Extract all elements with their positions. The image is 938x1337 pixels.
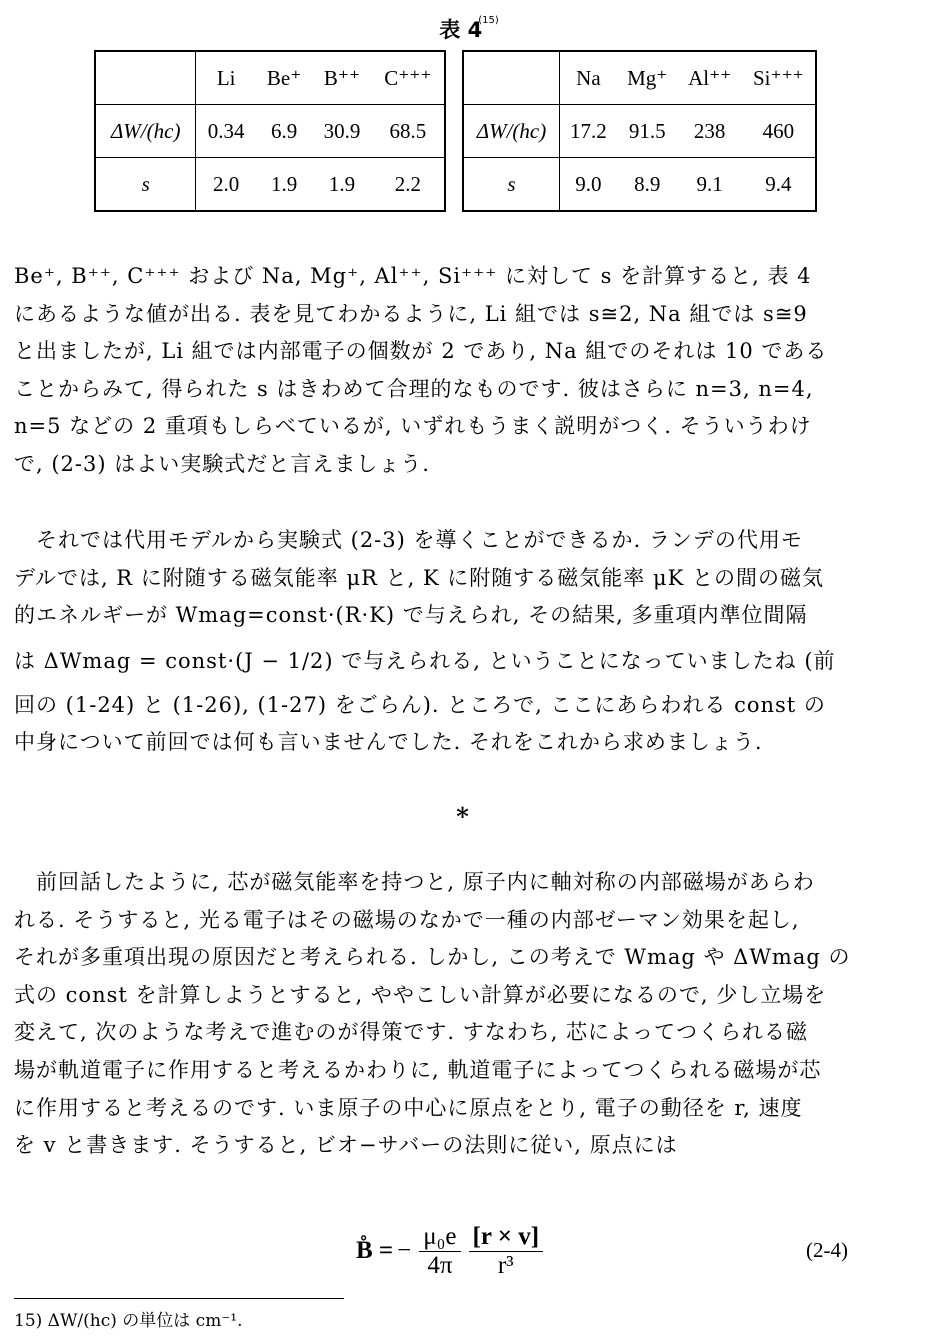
text-line: 式の const を計算しようとすると, ややこしい計算が必要になるので, 少し立場を [14,982,827,1007]
text-line: 回の (1-24) と (1-26), (1-27) をごらん). ところで, ここにあらわれる const の [14,692,826,717]
text-line: それでは代用モデルから実験式 (2-3) を導くことができるか. ランデの代用モ [14,528,803,552]
corner-cell [463,51,560,105]
corner-cell [95,51,196,105]
text-line: れる. そうすると, 光る電子はその磁場のなかで一種の内部ゼーマン効果を起し, [14,907,800,932]
footnote-rule [14,1298,344,1299]
data-cell: 1.9 [270,171,298,196]
fraction-numerator: [r × v] [469,1223,544,1252]
header-cell: Si⁺⁺⁺ [742,51,816,105]
data-cell: 9.4 [765,171,792,196]
text-line: 的エネルギーが Wmag=const·(R·K) で与えられ, その結果, 多重項内準位間隔 [14,603,808,628]
text-line: 変えて, 次のような考えで進むのが得策です. すなわち, 芯によってつくられる磁 [14,1020,809,1045]
text-line: で, (2-3) はよい実験式だと言えましょう. [14,451,430,476]
fraction-numerator: μ₀e [419,1223,460,1252]
caption-text: 表 4 [439,18,483,42]
row-label: ΔW/(hc) [95,105,196,158]
fraction-coefficient [419,1223,460,1280]
text-line: デルでは, R に附随する磁気能率 μR と, K に附随する磁気能率 μK との間の磁気 [14,565,824,590]
data-cell: 9.1 [696,171,723,196]
paragraph-3 [14,864,926,1165]
row-label: s [463,158,560,212]
equation-number: (2-4) [806,1238,848,1262]
text-line: に作用すると考えるのです. いま原子の中心に原点をとり, 電子の動径を r, 速度 [14,1095,803,1120]
data-cell: 0.34 [196,105,256,158]
header-cell: B⁺⁺ [312,51,371,105]
header-cell: Na [560,51,617,105]
text-line: と出ましたが, Li 組では内部電子の個数が 2 であり, Na 組でのそれは 10 である [14,339,828,364]
text-line: 場が軌道電子に作用すると考えるかわりに, 軌道電子によってつくられる磁場が芯 [14,1057,822,1082]
table-na-group [462,50,817,212]
fraction-vector [469,1223,544,1280]
row-label: s [95,158,196,212]
data-cell: 2.2 [394,171,421,196]
caption-ref: (15) [478,15,499,26]
data-cell: 30.9 [312,105,371,158]
data-cell: 91.5 [617,105,678,158]
footnote: 15) ΔW/(hc) の単位は cm⁻¹. [14,1311,243,1331]
data-cell: 6.9 [256,105,312,158]
data-cell: 8.9 [634,171,661,196]
text-line: ことからみて, 得られた s はきわめて合理的なものです. 彼はさらに n=3, n=4, [14,376,814,401]
table-caption [0,14,938,44]
text-line: Be⁺, B⁺⁺, C⁺⁺⁺ および Na, Mg⁺, Al⁺⁺, Si⁺⁺⁺ に対して s を計算すると, 表 4 [14,264,812,288]
data-cell: 9.0 [575,171,602,196]
table-li-group [94,50,446,212]
fraction-denominator: r³ [497,1251,514,1279]
equation-2-4 [356,1220,547,1282]
equation-lhs: B̊ = [356,1237,394,1264]
text-line: 中身について前回では何も言いませんでした. それをこれから求めましょう. [14,730,763,755]
text-line: を v と書きます. そうすると, ビオ−サバーの法則に従い, 原点には [14,1133,678,1158]
row-label: ΔW/(hc) [463,105,560,158]
section-separator: * [456,802,469,831]
data-cell: 68.5 [372,105,445,158]
data-cell: 2.0 [213,171,240,196]
data-cell: 238 [678,105,742,158]
text-line: 前回話したように, 芯が磁気能率を持つと, 原子内に軸対称の内部磁場があらわ [14,870,815,894]
header-cell: C⁺⁺⁺ [372,51,445,105]
header-cell: Be⁺ [256,51,312,105]
paragraph-2 [14,522,926,762]
text-line: は ΔWmag = const·(J − 1/2) で与えられる, ということになっていましたね (前 [14,648,836,673]
data-cell: 460 [742,105,816,158]
paragraph-1 [14,258,926,484]
text-line: それが多重項出現の原因だと考えられる. しかし, この考えで Wmag や ΔWmag の [14,945,851,970]
text-line: n=5 などの 2 重項もしらべているが, いずれもうまく説明がつく. そういうわけ [14,414,812,439]
header-cell: Al⁺⁺ [678,51,742,105]
data-cell: 17.2 [560,105,617,158]
fraction-denominator: 4π [427,1251,453,1279]
text-line: にあるような値が出る. 表を見てわかるように, Li 組では s≅2, Na 組では s≅9 [14,301,808,326]
header-cell: Li [196,51,256,105]
equation-sign: − [397,1237,412,1264]
header-cell: Mg⁺ [617,51,678,105]
data-cell: 1.9 [328,171,356,196]
